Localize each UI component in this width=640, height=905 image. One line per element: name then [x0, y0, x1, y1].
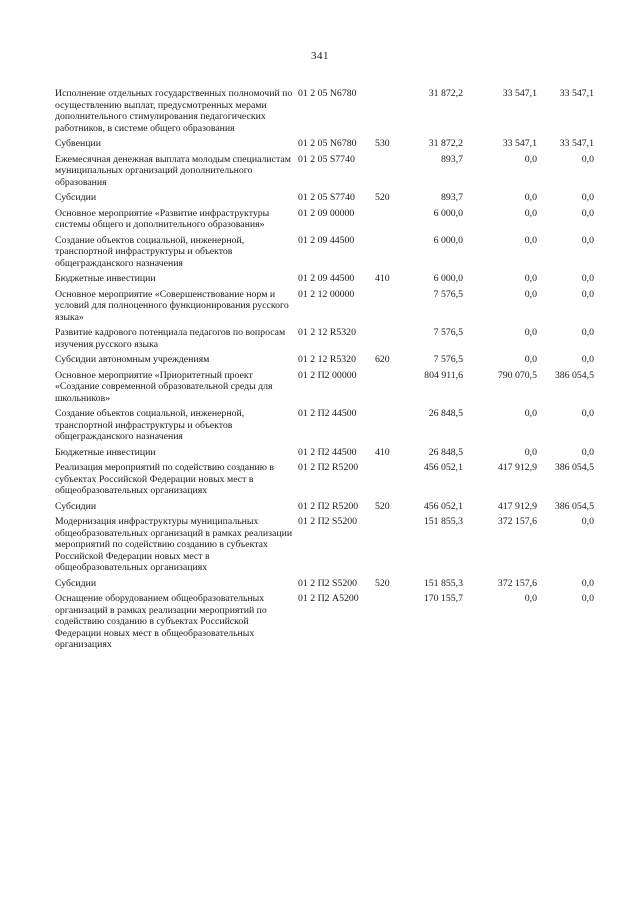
row-name: Реализация мероприятий по содействию созданию в субъектах Российской Федерации новых мест в общеобразовательных организациях: [55, 462, 275, 496]
row-code: 01 2 05 N6780: [298, 138, 357, 149]
row-value-2: 372 157,6: [497, 516, 537, 527]
table-row: [55, 516, 615, 574]
row-name: Субсидии: [55, 577, 97, 589]
row-value-1: 7 576,5: [433, 327, 463, 338]
row-value-3: 386 054,5: [554, 462, 594, 473]
row-value-3: 386 054,5: [554, 500, 594, 512]
row-type: [375, 88, 409, 134]
row-name: Субсидии: [55, 192, 97, 203]
table-row: [55, 327, 615, 350]
row-type: 410: [375, 273, 390, 284]
table-row: [55, 289, 615, 324]
row-type: [375, 593, 409, 651]
row-name: Субсидии автономным учреждениям: [55, 354, 210, 365]
row-type: 520: [375, 192, 390, 203]
table-row: [55, 462, 615, 497]
row-name: Создание объектов социальной, инженерной, транспортной инфраструктуры и объектов общегражданского назначения: [55, 234, 245, 269]
row-code: 01 2 05 S7740: [298, 192, 355, 203]
row-code: 01 2 12 R5320: [298, 327, 356, 338]
row-value-1: 6 000,0: [433, 273, 463, 284]
row-value-2: 372 157,6: [497, 577, 537, 589]
row-value-1: 31 872,2: [428, 88, 463, 99]
row-code: 01 2 12 R5320: [298, 354, 356, 365]
table-row: [55, 235, 615, 270]
table-row: [55, 192, 615, 204]
row-type: 520: [375, 577, 390, 589]
row-value-2: 0,0: [524, 234, 537, 246]
row-type: [375, 235, 409, 270]
row-value-2: 0,0: [524, 153, 537, 165]
row-name: Исполнение отдельных государственных полномочий по осуществлению выплат, предусмотренных мерами дополнительного стимулирования педагогических работников, в системе общего образования: [55, 88, 293, 134]
row-type: 520: [375, 500, 390, 512]
row-value-1: 31 872,2: [428, 138, 463, 149]
row-value-2: 0,0: [524, 593, 537, 604]
row-value-2: 33 547,1: [502, 88, 537, 99]
row-value-1: 456 052,1: [423, 500, 463, 512]
table-row: [55, 354, 615, 366]
row-name: Оснащение оборудованием общеобразовательных организаций в рамках реализации мероприятий по содействию созданию в субъектах Российской Федерации новых мест в общеобразовательных организациях: [55, 593, 267, 650]
row-value-3: 0,0: [581, 234, 594, 246]
table-row: [55, 578, 615, 590]
row-value-3: 33 547,1: [559, 88, 594, 99]
row-value-2: 0,0: [524, 327, 537, 338]
row-name: Создание объектов социальной, инженерной, транспортной инфраструктуры и объектов общегражданского назначения: [55, 408, 245, 442]
row-value-3: 0,0: [581, 207, 594, 219]
row-value-3: 0,0: [581, 446, 594, 458]
row-value-3: 0,0: [581, 577, 594, 589]
row-value-3: 0,0: [581, 593, 594, 604]
row-type: 620: [375, 354, 390, 365]
row-value-1: 6 000,0: [433, 207, 463, 219]
row-value-3: 0,0: [581, 153, 594, 165]
row-value-3: 386 054,5: [554, 369, 594, 381]
row-value-2: 790 070,5: [497, 369, 537, 381]
table-row: [55, 208, 615, 231]
row-name: Основное мероприятие «Развитие инфраструктуры системы общего и дополнительного образования»: [55, 207, 270, 230]
row-type: [375, 327, 409, 350]
row-value-3: 33 547,1: [559, 138, 594, 149]
row-code: 01 2 П2 00000: [298, 369, 357, 381]
row-code: 01 2 09 00000: [298, 207, 355, 219]
table-row: [55, 273, 615, 285]
row-value-3: 0,0: [581, 408, 594, 419]
table-row: [55, 593, 615, 651]
row-value-2: 0,0: [524, 273, 537, 284]
row-value-1: 26 848,5: [428, 408, 463, 419]
row-value-1: 456 052,1: [423, 462, 463, 473]
row-name: Бюджетные инвестиции: [55, 446, 156, 458]
table-row: [55, 501, 615, 513]
table-row: [55, 408, 615, 443]
row-type: [375, 289, 409, 324]
row-name: Субсидии: [55, 500, 97, 512]
row-type: [375, 208, 409, 231]
row-code: 01 2 05 N6780: [298, 88, 357, 99]
row-value-1: 151 855,3: [423, 516, 463, 527]
table-row: [55, 138, 615, 150]
row-name: Ежемесячная денежная выплата молодым специалистам муниципальных организаций дополнительного образования: [55, 153, 291, 188]
row-code: 01 2 09 44500: [298, 234, 355, 246]
row-name: Развитие кадрового потенциала педагогов по вопросам изучения русского языка: [55, 327, 286, 350]
table-row: [55, 88, 615, 134]
row-value-1: 804 911,6: [424, 369, 463, 381]
row-name: Субвенции: [55, 138, 101, 149]
row-value-2: 0,0: [524, 207, 537, 219]
row-type: [375, 154, 409, 189]
row-type: [375, 462, 409, 497]
row-value-1: 26 848,5: [428, 446, 463, 458]
row-value-2: 417 912,9: [497, 462, 537, 473]
row-value-3: 0,0: [581, 288, 594, 300]
row-type: 410: [375, 446, 390, 458]
row-code: 01 2 П2 S5200: [298, 577, 358, 589]
row-value-2: 0,0: [524, 192, 537, 203]
row-code: 01 2 П2 A5200: [298, 593, 359, 604]
row-name: Бюджетные инвестиции: [55, 273, 156, 284]
budget-table: [55, 88, 615, 655]
row-value-3: 0,0: [581, 192, 594, 203]
row-type: [375, 408, 409, 443]
row-value-1: 151 855,3: [423, 577, 463, 589]
table-row: [55, 154, 615, 189]
row-type: [375, 370, 409, 405]
row-type: [375, 516, 409, 574]
table-row: [55, 370, 615, 405]
row-value-2: 417 912,9: [497, 500, 537, 512]
row-value-2: 0,0: [524, 354, 537, 365]
row-value-1: 893,7: [440, 192, 463, 203]
row-name: Модернизация инфраструктуры муниципальных общеобразовательных организаций в рамках реализации мероприятий по содействию созданию в субъектах Российской Федерации новых мест в общеобразовательных организациях: [55, 516, 293, 573]
row-value-1: 7 576,5: [433, 288, 463, 300]
row-value-3: 0,0: [581, 327, 594, 338]
row-value-1: 7 576,5: [433, 354, 463, 365]
row-code: 01 2 09 44500: [298, 273, 355, 284]
row-value-1: 170 155,7: [423, 593, 463, 604]
row-type: 530: [375, 138, 390, 149]
row-code: 01 2 05 S7740: [298, 153, 355, 165]
row-value-3: 0,0: [581, 354, 594, 365]
row-value-2: 0,0: [524, 446, 537, 458]
row-value-1: 893,7: [440, 153, 463, 165]
row-value-2: 0,0: [524, 408, 537, 419]
row-code: 01 2 П2 44500: [298, 446, 357, 458]
row-code: 01 2 П2 S5200: [298, 516, 358, 527]
row-code: 01 2 П2 44500: [298, 408, 357, 419]
page-number: 341: [311, 50, 329, 62]
row-value-1: 6 000,0: [433, 234, 463, 246]
table-row: [55, 447, 615, 459]
row-code: 01 2 12 00000: [298, 288, 355, 300]
row-value-2: 33 547,1: [502, 138, 537, 149]
row-value-3: 0,0: [581, 273, 594, 284]
row-code: 01 2 П2 R5200: [298, 500, 359, 512]
row-code: 01 2 П2 R5200: [298, 462, 359, 473]
row-value-2: 0,0: [524, 288, 537, 300]
row-name: Основное мероприятие «Приоритетный проект «Создание современной образовательной среды для школьников»: [55, 369, 273, 404]
row-value-3: 0,0: [581, 516, 594, 527]
row-name: Основное мероприятие «Совершенствование норм и условий для полноценного функционирования русского языка»: [55, 288, 289, 323]
